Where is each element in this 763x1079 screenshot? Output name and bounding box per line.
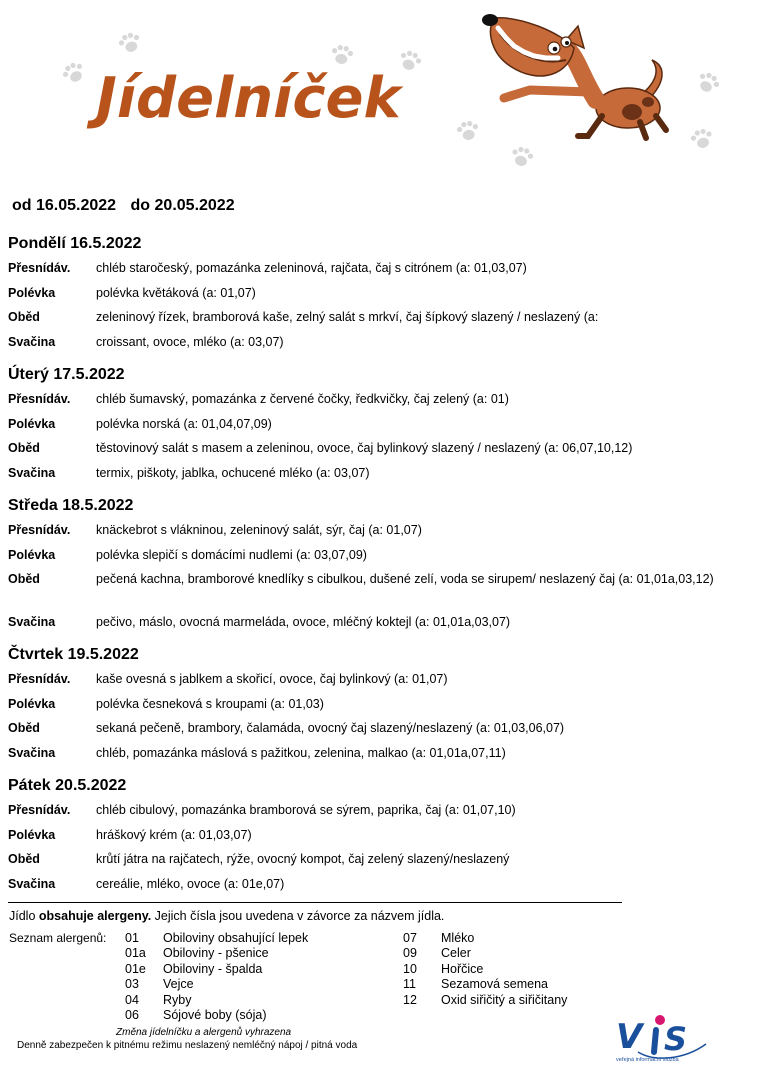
day-block [8,775,748,901]
allergen-code: 10 [403,961,417,976]
meal-label: Svačina [8,466,56,480]
meal-row [8,746,748,770]
allergen-code: 01 [125,931,139,945]
meal-label: Svačina [8,615,56,629]
meal-label: Oběd [8,441,40,455]
allergen-intro-prefix: Jídlo [9,909,39,923]
meal-row [8,803,748,828]
meal-text: polévka česneková s kroupami (a: 01,03) [96,697,324,711]
meal-text: chléb staročeský, pomazánka zeleninová, rajčata, čaj s citrónem (a: 01,03,07) [96,261,527,275]
changes-note: Změna jídelníčku a alergenů vyhrazena [116,1027,292,1038]
allergen-code: 01e [125,961,146,976]
allergen-list-label: Seznam alergenů: [9,931,107,945]
allergen-code: 01a [125,946,146,961]
date-to: do 20.05.2022 [130,197,235,214]
meal-row [8,310,748,335]
allergen-item [403,993,567,1008]
paw-print-icon [692,67,724,98]
allergen-intro [9,909,444,923]
meal-text: kaše ovesná s jablkem a skořicí, ovoce, čaj bylinkový (a: 01,07) [96,672,448,686]
allergen-code: 12 [403,992,417,1007]
meal-label: Oběd [8,310,40,324]
meal-row [8,572,748,615]
meal-label: Oběd [8,721,40,735]
allergen-item [125,993,308,1008]
allergen-list-left [125,931,308,1023]
day-title: Pondělí 16.5.2022 [8,235,142,252]
meal-text: chléb, pomazánka máslová s pažitkou, zelenina, malkao (a: 01,01a,07,11) [96,746,506,760]
allergen-name: Obiloviny - pšenice [163,946,269,961]
meal-text: krůtí játra na rajčatech, rýže, ovocný kompot, čaj zelený slazený/neslazený [96,852,510,866]
meal-label: Přesnídáv. [8,672,71,686]
meal-label: Přesnídáv. [8,803,71,817]
meal-label: Přesnídáv. [8,261,71,275]
allergen-name: Sezamová semena [441,977,549,992]
meal-text: knäckebrot s vlákninou, zeleninový salát, sýr, čaj (a: 01,07) [96,523,422,537]
allergen-name: Ryby [163,992,192,1007]
meal-text: cereálie, mléko, ovoce (a: 01e,07) [96,877,285,891]
meal-label: Přesnídáv. [8,392,71,406]
meal-label: Přesnídáv. [8,523,71,537]
allergen-list-right [403,931,567,1008]
page-title: Jídelníček [96,66,401,131]
meal-row [8,672,748,697]
allergen-item [403,931,567,946]
paw-print-icon [58,57,90,88]
meal-label: Polévka [8,286,56,300]
allergen-code: 11 [403,977,416,992]
meal-text: polévka květáková (a: 01,07) [96,286,256,300]
meal-row [8,261,748,286]
header [0,0,763,185]
allergen-item [125,977,308,992]
svg-text:V: V [616,1017,643,1057]
meal-text: croissant, ovoce, mléko (a: 03,07) [96,335,284,349]
date-from: od 16.05.2022 [12,197,117,214]
meal-label: Svačina [8,877,56,891]
meal-row [8,828,748,852]
meal-label: Polévka [8,548,56,562]
allergen-code: 04 [125,992,139,1007]
meal-row [8,548,748,572]
meal-text: hráškový krém (a: 01,03,07) [96,828,252,842]
allergen-item [125,931,308,946]
drink-note: Denně zabezpečen k pitnému režimu neslazený nemléčný nápoj / pitná voda [17,1040,358,1051]
day-title: Úterý 17.5.2022 [8,366,125,383]
allergen-name: Obiloviny - špalda [163,961,263,976]
meal-text: sekaná pečeně, brambory, čalamáda, ovocný čaj slazený/neslazený (a: 01,03,06,07) [96,721,565,735]
allergen-item [125,1008,308,1023]
day-block [8,495,748,639]
paw-print-icon [328,42,355,68]
allergen-item [403,962,567,977]
allergen-name: Hořčice [441,961,484,976]
paw-print-icon [688,125,717,152]
meal-text: polévka norská (a: 01,04,07,09) [96,417,272,431]
meal-text: termix, piškoty, jablka, ochucené mléko (a: 03,07) [96,466,370,480]
meal-row [8,523,748,548]
logo-tagline: veřejná informační služba [616,1057,679,1063]
meal-label: Oběd [8,852,40,866]
allergen-name: Oxid siřičitý a siřičitany [441,992,568,1007]
meal-text: chléb cibulový, pomazánka bramborová se sýrem, paprika, čaj (a: 01,07,10) [96,803,516,817]
meal-row [8,392,748,417]
allergen-code: 07 [403,931,417,945]
allergen-code: 03 [125,977,139,992]
day-block [8,644,748,770]
meal-text: pečivo, máslo, ovocná marmeláda, ovoce, mléčný koktejl (a: 01,01a,03,07) [96,615,511,629]
allergen-item [125,962,308,977]
meal-row [8,721,748,746]
meal-label: Svačina [8,746,56,760]
allergen-code: 06 [125,1008,139,1023]
allergen-name: Obiloviny obsahující lepek [163,931,309,945]
meal-row [8,852,748,877]
allergen-intro-suffix: Jejich čísla jsou uvedena v závorce za názvem jídla. [151,909,445,923]
svg-text:S: S [664,1020,688,1058]
meal-text: polévka slepičí s domácími nudlemi (a: 03,07,09) [96,548,367,562]
meal-text: těstovinový salát s masem a zeleninou, ovoce, čaj bylinkový slazený / neslazený (a: 06,07,10,12) [96,441,633,455]
allergen-name: Celer [441,946,471,961]
allergen-code: 09 [403,946,417,961]
meal-row [8,335,748,359]
meal-label: Polévka [8,417,56,431]
allergen-name: Vejce [163,977,194,992]
paw-print-icon [115,29,145,58]
date-range [12,197,245,215]
meal-label: Svačina [8,335,56,349]
meal-label: Polévka [8,697,56,711]
day-title: Čtvrtek 19.5.2022 [8,646,139,663]
allergen-name: Mléko [441,931,475,945]
allergen-item [403,977,567,992]
meal-row [8,441,748,466]
divider [8,902,622,903]
day-block [8,233,748,359]
meal-text: zeleninový řízek, bramborová kaše, zelný salát s mrkví, čaj šípkový slazený / neslazený (a: [96,310,599,324]
day-title: Středa 18.5.2022 [8,497,134,514]
allergen-name: Sójové boby (sója) [163,1008,267,1023]
meal-row [8,877,748,901]
meal-text: chléb šumavský, pomazánka z červené čočky, ředkvičky, čaj zelený (a: 01) [96,392,509,406]
meal-label: Oběd [8,572,40,586]
day-title: Pátek 20.5.2022 [8,777,127,794]
meal-row [8,697,748,721]
cartoon-dog-illustration [470,8,680,148]
allergen-item [125,946,308,961]
allergen-intro-bold: obsahuje alergeny. [38,909,152,923]
meal-label: Polévka [8,828,56,842]
meal-row [8,286,748,310]
day-block [8,364,748,490]
meal-row [8,615,748,639]
meal-row [8,417,748,441]
meal-row [8,466,748,490]
meal-text: pečená kachna, bramborové knedlíky s cibulkou, dušené zelí, voda se sirupem/ neslazený čaj (a: 01,01a,03,12) [96,572,714,586]
allergen-item [403,946,567,961]
